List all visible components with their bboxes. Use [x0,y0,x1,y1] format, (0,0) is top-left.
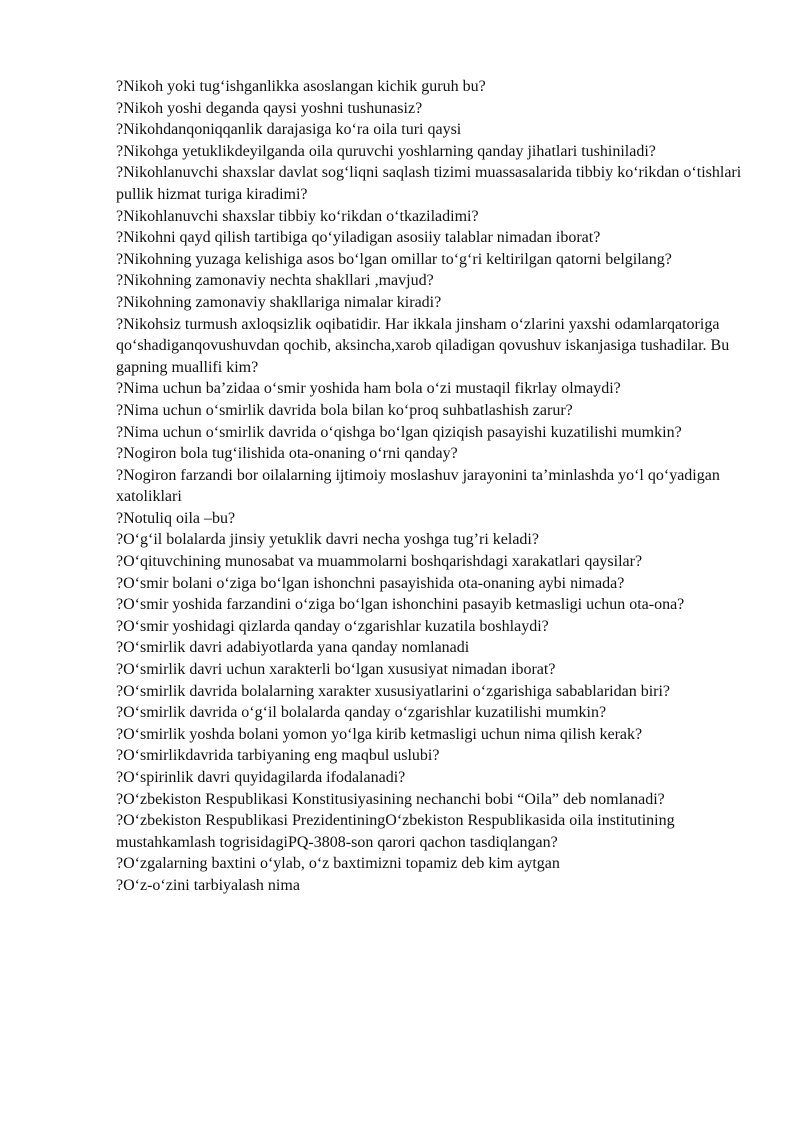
question-14: ?Nima uchun o‘smirlik davrida o‘qishga bo‘lgan qiziqish pasayishi kuzatilishi mumkin? [116,423,682,441]
question-1: ?Nikoh yoki tug‘ishganlikka asoslangan kichik guruh bu? [116,78,486,95]
question-22: ?O‘smir yoshidagi qizlarda qanday o‘zgarishlar kuzatila boshlaydi? [116,617,549,635]
question-33: ?O‘z-o‘zini tarbiyalash nima [116,876,300,894]
question-16: ?Nogiron farzandi bor oilalarning ijtimoiy moslashuv jarayonini ta’minlashda yo‘l qo‘yadigan xatoliklari [116,466,720,506]
question-27: ?O‘smirlik yoshda bolani yomon yo‘lga kirib ketmasligi uchun nima qilish kerak? [116,725,643,743]
question-13: ?Nima uchun o‘smirlik davrida bola bilan ko‘proq suhbatlashish zarur? [116,401,573,419]
question-5: ?Nikohlanuvchi shaxslar davlat sog‘liqni saqlash tizimi muassasalarida tibbiy ko‘rikdan o‘tishlari pullik hizmat turiga kiradimi? [116,164,742,203]
question-19: ?O‘qituvchining munosabat va muammolarni boshqarishdagi xarakatlari qaysilar? [116,553,643,571]
question-2: ?Nikoh yoshi deganda qaysi yoshni tushunasiz? [116,99,423,117]
question-8: ?Nikohning yuzaga kelishiga asos bo‘lgan omillar to‘g‘ri keltirilgan qatorni belgilang? [116,250,672,268]
question-23: ?O‘smirlik davri adabiyotlarda yana qanday nomlanadi [116,639,470,657]
question-18: ?O‘g‘il bolalarda jinsiy yetuklik davri necha yoshga tug’ri keladi? [116,531,539,549]
question-30: ?O‘zbekiston Respublikasi Konstitusiyasining nechanchi bobi “Oila” deb nomlanadi? [116,790,665,808]
question-25: ?O‘smirlik davrida bolalarning xarakter xususiyatlarini o‘zgarishiga sabablaridan biri? [116,682,671,700]
question-17: ?Notuliq oila –bu? [116,509,236,527]
question-29: ?O‘spirinlik davri quyidagilarda ifodalanadi? [116,769,406,786]
question-7: ?Nikohni qayd qilish tartibiga qo‘yiladigan asosiiy talablar nimadan iborat? [116,229,601,247]
question-32: ?O‘zgalarning baxtini o‘ylab, o‘z baxtimizni topamiz deb kim aytgan [116,855,560,873]
question-9: ?Nikohning zamonaviy nechta shakllari ,mavjud? [116,272,434,290]
question-4: ?Nikohga yetuklikdeyilganda oila quruvchi yoshlarning qanday jihatlari tushiniladi? [116,142,656,160]
document-page [116,76,744,897]
question-28: ?O‘smirlikdavrida tarbiyaning eng maqbul uslubi? [116,747,440,765]
question-12: ?Nima uchun ba’zidaa o‘smir yoshida ham bola o‘zi mustaqil fikrlay olmaydi? [116,380,621,398]
question-11: ?Nikohsiz turmush axloqsizlik oqibatidir. Har ikkala jinsham o‘zlarini yaxshi odamlarqatoriga qo‘shadiganqovushuvdan qochib, aksincha,xarob qiladigan qovushuv iskanjasiga tushadilar. Bu gapning muallifi kim? [116,315,730,376]
question-10: ?Nikohning zamonaviy shakllariga nimalar kiradi? [116,293,442,311]
question-15: ?Nogiron bola tug‘ilishida ota-onaning o‘rni qanday? [116,445,458,463]
question-26: ?O‘smirlik davrida o‘g‘il bolalarda qanday o‘zgarishlar kuzatilishi mumkin? [116,704,607,722]
question-31: ?O‘zbekiston Respublikasi PrezidentiningO‘zbekiston Respublikasida oila institutining mustahkamlash togrisidagiPQ-3808-son qarori qachon tasdiqlangan? [116,812,675,851]
question-6: ?Nikohlanuvchi shaxslar tibbiy ko‘rikdan o‘tkaziladimi? [116,207,479,225]
question-20: ?O‘smir bolani o‘ziga bo‘lgan ishonchni pasayishida ota-onaning aybi nimada? [116,574,625,592]
question-3: ?Nikohdanqoniqqanlik darajasiga ko‘ra oila turi qaysi [116,121,462,139]
question-24: ?O‘smirlik davri uchun xarakterli bo‘lgan xususiyat nimadan iborat? [116,661,556,679]
question-21: ?O‘smir yoshida farzandini o‘ziga bo‘lgan ishonchini pasayib ketmasligi uchun ota-ona? [116,596,685,614]
